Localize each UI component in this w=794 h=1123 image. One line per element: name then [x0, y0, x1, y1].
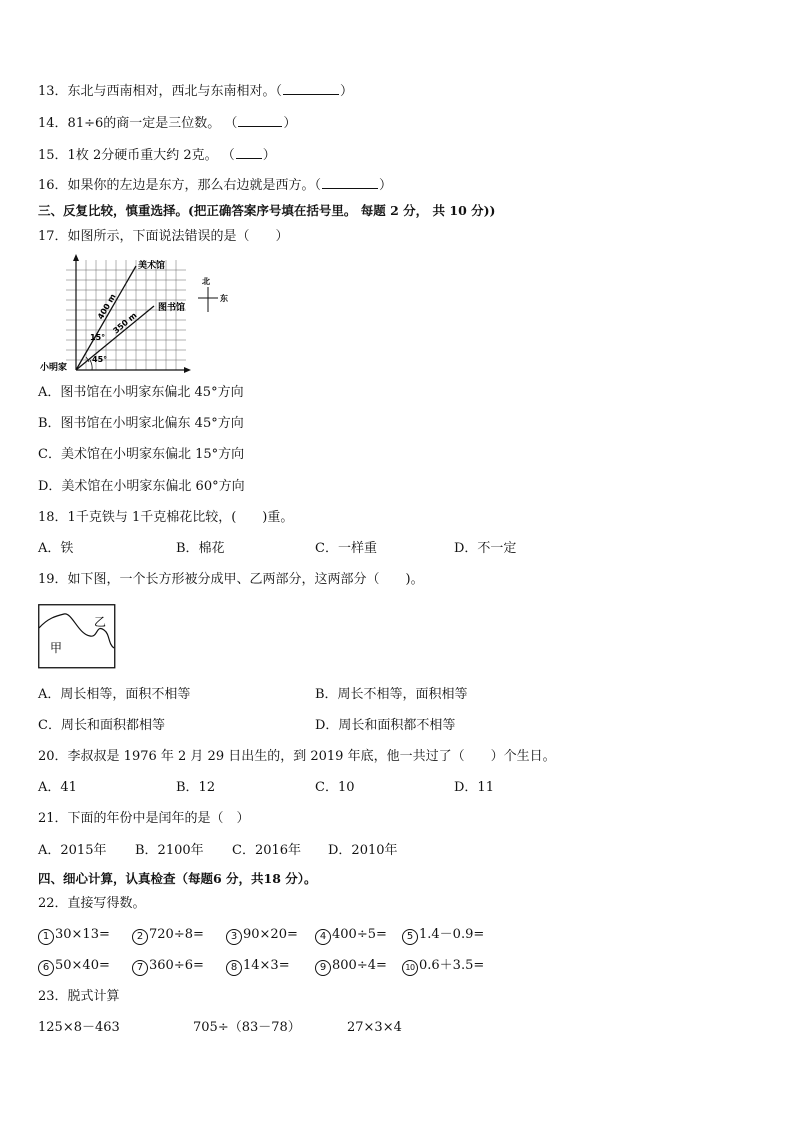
q20-option-d[interactable]: D．11 — [454, 780, 494, 795]
label-angle-15: 15° — [90, 333, 106, 342]
q19-option-a[interactable]: A．周长相等，面积不相等 — [38, 687, 191, 702]
label-home: 小明家 — [40, 363, 68, 373]
label-yi: 乙 — [94, 615, 107, 629]
question-15: 15．1枚 2分硬币重大约 2克。 （ ） — [38, 148, 276, 163]
q20-option-c[interactable]: C．10 — [315, 780, 355, 795]
svg-text:东: 东 — [220, 294, 228, 303]
calc-item: 8 14×3= — [226, 957, 290, 976]
svg-text:北: 北 — [202, 277, 210, 286]
question-17-stem: 17．如图所示，下面说法错误的是（ ） — [38, 229, 289, 244]
calc-item: 2 720÷8= — [132, 926, 204, 945]
q21-option-a[interactable]: A．2015年 — [38, 843, 107, 858]
calc-item: 5 1.4－0.9= — [402, 926, 484, 945]
q18-option-d[interactable]: D．不一定 — [454, 541, 517, 556]
label-angle-45: 45° — [92, 355, 108, 364]
calc-item: 10 0.6＋3.5= — [402, 957, 484, 976]
step-calc-item: 705÷（83－78） — [193, 1020, 301, 1035]
question-18-stem: 18．1千克铁与 1千克棉花比较，( )重。 — [38, 510, 294, 525]
question-20-stem: 20．李叔叔是 1976 年 2 月 29 日出生的，到 2019 年底，他一共过了（ ）个生日。 — [38, 749, 556, 764]
q18-option-b[interactable]: B．棉花 — [176, 541, 225, 556]
ray-library — [76, 306, 154, 370]
step-calc-item: 125×8－463 — [38, 1020, 120, 1035]
answer-blank[interactable] — [322, 176, 378, 189]
question-16: 16．如果你的左边是东方，那么右边就是西方。（ ） — [38, 178, 393, 193]
q21-option-c[interactable]: C．2016年 — [232, 843, 302, 858]
question-19-stem: 19．如下图，一个长方形被分成甲、乙两部分，这两部分（ )。 — [38, 572, 424, 587]
section-3-title: 三、反复比较，慎重选择。(把正确答案序号填在括号里。 每题 2 分， 共 10 分)) — [38, 203, 496, 218]
q21-option-b[interactable]: B．2100年 — [135, 843, 204, 858]
answer-blank[interactable] — [283, 82, 339, 95]
q20-option-a[interactable]: A．41 — [38, 780, 77, 795]
calc-item: 7 360÷6= — [132, 957, 204, 976]
question-21-stem: 21．下面的年份中是闰年的是（ ） — [38, 811, 250, 826]
step-calc-item: 27×3×4 — [347, 1020, 402, 1035]
q20-option-b[interactable]: B．12 — [176, 780, 216, 795]
answer-blank[interactable] — [238, 114, 282, 127]
label-dist-art: 400 m — [95, 292, 118, 321]
rectangle-division-diagram — [38, 604, 118, 670]
q17-option-c[interactable]: C．美术馆在小明家东偏北 15°方向 — [38, 447, 245, 462]
calc-item: 3 90×20= — [226, 926, 298, 945]
q17-option-d[interactable]: D．美术馆在小明家东偏北 60°方向 — [38, 479, 245, 494]
label-art-museum: 美术馆 — [138, 261, 166, 271]
question-13: 13．东北与西南相对，西北与东南相对。（ ） — [38, 84, 354, 99]
q19-option-c[interactable]: C．周长和面积都相等 — [38, 718, 165, 733]
question-22-stem: 22．直接写得数。 — [38, 896, 146, 911]
calc-item: 6 50×40= — [38, 957, 110, 976]
q17-option-b[interactable]: B．图书馆在小明家北偏东 45°方向 — [38, 416, 244, 431]
section-4-title: 四、细心计算，认真检查（每题6 分，共18 分）。 — [38, 871, 317, 886]
q19-option-b[interactable]: B．周长不相等，面积相等 — [315, 687, 468, 702]
label-jia: 甲 — [50, 641, 63, 655]
q21-option-d[interactable]: D．2010年 — [328, 843, 398, 858]
question-23-stem: 23．脱式计算 — [38, 989, 120, 1004]
compass-icon — [198, 276, 228, 312]
q18-option-a[interactable]: A．铁 — [38, 541, 74, 556]
calc-item: 4 400÷5= — [315, 926, 387, 945]
q19-option-d[interactable]: D．周长和面积都不相等 — [315, 718, 456, 733]
q17-option-a[interactable]: A．图书馆在小明家东偏北 45°方向 — [38, 385, 244, 400]
calc-item: 1 30×13= — [38, 926, 110, 945]
q18-option-c[interactable]: C．一样重 — [315, 541, 377, 556]
calc-item: 9 800÷4= — [315, 957, 387, 976]
question-14: 14．81÷6的商一定是三位数。 （ ） — [38, 116, 297, 131]
label-library: 图书馆 — [158, 303, 186, 313]
answer-blank[interactable] — [236, 146, 262, 159]
direction-diagram — [36, 254, 246, 378]
label-dist-lib: 350 m — [111, 310, 139, 336]
